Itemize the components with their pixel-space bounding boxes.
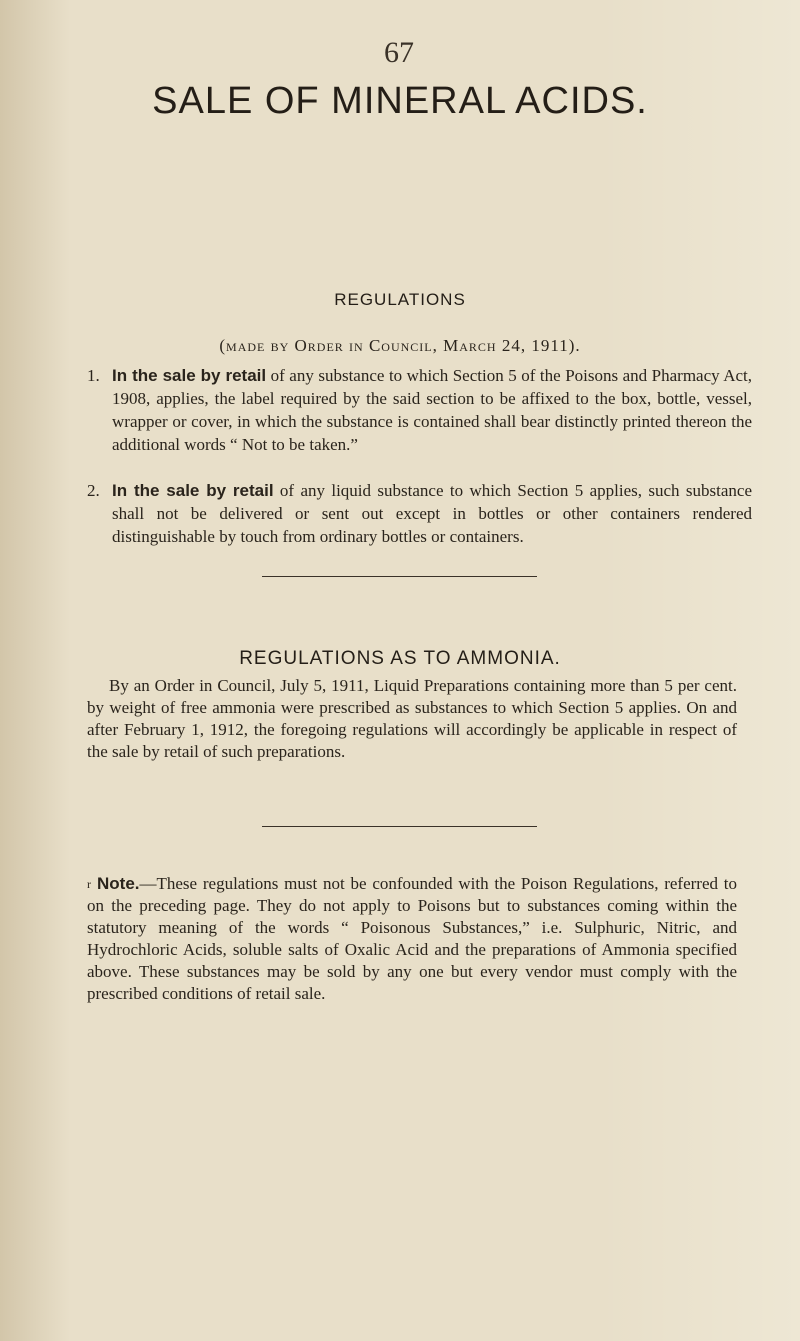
regulation-text: of any substance to which Section 5 of the Poisons and Pharmacy Act, 1908, applies, the label required by the said section to be affixed to the box, bottle, vessel, wrapper or cover, in which the substance is contained shall bear distinctly printed thereon the additional words “ Not to be taken.” [112,366,753,454]
section-title-regulations: REGULATIONS [334,290,466,309]
regulation-lead: In the sale by retail [112,481,274,500]
note-paragraph [87,873,737,1005]
page-number: 67 [384,36,414,69]
order-citation: (made by Order in Council, March 24, 1911). [219,336,581,355]
section-title-ammonia: REGULATIONS AS TO AMMONIA. [239,648,561,669]
regulation-lead: In the sale by retail [112,366,267,385]
ammonia-paragraph: By an Order in Council, July 5, 1911, Liquid Preparations containing more than 5 per cent. by weight of free ammonia were prescribed as substances to which Section 5 applies. On and after February 1, 1912, the foregoing regulations will accordingly be applicable in respect of the sale by retail of such preparations. [87,676,737,761]
regulation-number: 2. [87,481,100,500]
section-divider [262,826,537,827]
regulation-item [87,364,753,456]
note-label: Note. [97,874,140,893]
regulation-number: 1. [87,366,100,385]
page-title: SALE OF MINERAL ACIDS. [152,80,648,122]
note-mark: r [87,877,91,891]
regulation-text: of any liquid substance to which Section 5 applies, such substance shall not be delivered or sent out except in bottles or other containers rendered distinguishable by touch from ordinary bottles or containers. [112,481,752,546]
regulation-item [87,479,752,548]
note-text: —These regulations must not be confounded with the Poison Regulations, referred to on the preceding page. They do not apply to Poisons but to substances coming within the statutory meaning of the words “ Poisonous Substances,” i.e. Sulphuric, Nitric, and Hydrochloric Acids, soluble salts of Oxalic Acid and the preparations of Ammonia specified above. These substances may be sold by any one but every vendor must comply with the prescribed conditions of retail sale. [87,874,737,1003]
section-divider [262,576,537,577]
